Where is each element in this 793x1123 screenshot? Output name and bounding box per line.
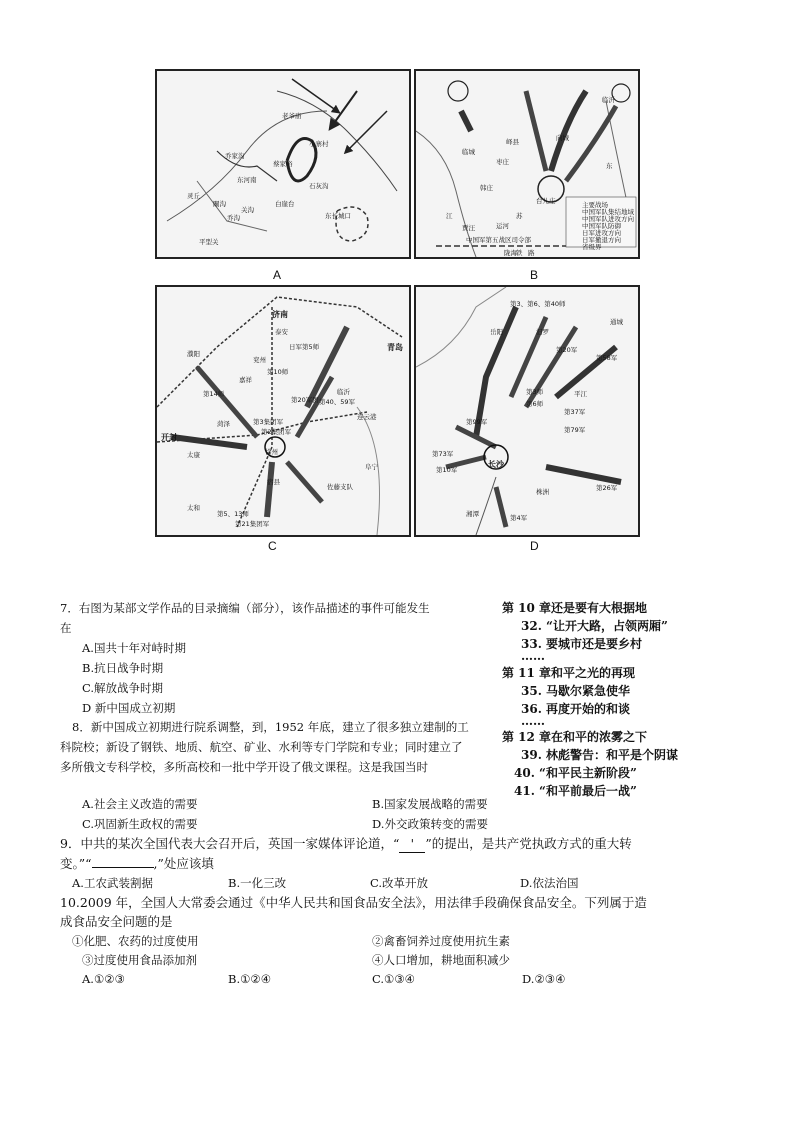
q8-stem-line2: 科院校；新设了钢铁、地质、航空、矿业、水利等专门学院和专业；同时建立了 xyxy=(60,740,463,754)
map-d-place: 第6师 xyxy=(526,400,544,408)
map-a-place: 乔家沟 xyxy=(225,152,245,160)
map-b-caption: B xyxy=(530,268,539,282)
map-d-place: 第10军 xyxy=(436,466,458,474)
map-c-place: 第5、13师 xyxy=(217,510,249,518)
map-b-place: 路 xyxy=(528,249,535,257)
map-c xyxy=(155,285,411,537)
map-c-place: 第2集团军 xyxy=(261,428,292,436)
map-a-place: 老爷庙 xyxy=(282,112,302,120)
map-c-place: 太和 xyxy=(187,504,200,512)
map-a-place: 关沟 xyxy=(241,206,254,214)
map-a-place: 石灰沟 xyxy=(309,182,329,190)
map-c-place: 第40、59军 xyxy=(319,398,356,406)
toc-chapter-10: 第 10 章还是要有大根据地 xyxy=(502,601,648,615)
q9-stem-line1 xyxy=(60,836,632,853)
map-b-legend-item: 中国军队防御 xyxy=(582,222,621,230)
map-a-place: 东长城口 xyxy=(325,212,351,220)
map-d-place: 第4军 xyxy=(510,514,528,522)
map-a-place: 小寨村 xyxy=(309,140,329,148)
map-c-place: 阜宁 xyxy=(365,463,378,471)
map-c-place: 宿县 xyxy=(267,478,280,486)
q8-option-b: B.国家发展战略的需要 xyxy=(372,797,488,811)
q7-option-a: A.国共十年对峙时期 xyxy=(82,641,186,655)
map-b-place: 临城 xyxy=(462,148,475,156)
map-d-place: 第26军 xyxy=(596,484,618,492)
q8-option-d: D.外交政策转变的需要 xyxy=(372,817,488,831)
q9-stem-line2a: 变。”“ xyxy=(60,856,92,871)
toc-chapter-11: 第 11 章和平之光的再现 xyxy=(502,666,636,680)
map-b-place: 临沂 xyxy=(602,96,615,104)
map-a xyxy=(155,69,411,259)
q9-option-a: A.工农武装割据 xyxy=(72,876,153,890)
map-b-place: 江 xyxy=(446,212,453,220)
map-c-place: 菏泽 xyxy=(217,420,230,428)
map-c-place: 泰安 xyxy=(275,328,288,336)
map-c-place: 第10师 xyxy=(267,368,289,376)
map-b-place: 陇海 xyxy=(504,249,517,257)
map-d-drawing xyxy=(416,287,638,535)
map-d-place: 第20军 xyxy=(556,346,578,354)
q7-option-c: C.解放战争时期 xyxy=(82,681,164,695)
map-d-place: 第58军 xyxy=(596,354,618,362)
toc-section-39: 39. 林彪警告：和平是个阴谋 xyxy=(521,748,679,762)
q8-option-a: A.社会主义改造的需要 xyxy=(82,797,198,811)
map-d-place: 通城 xyxy=(610,318,623,326)
map-b-place: 贾汪 xyxy=(462,224,475,232)
map-c-place: 佐藤支队 xyxy=(327,483,353,491)
map-d-place: 第79军 xyxy=(564,426,586,434)
map-d-place: 第73军 xyxy=(432,450,454,458)
map-a-caption: A xyxy=(273,268,282,282)
map-d-place: 第3师 xyxy=(526,388,544,396)
map-b-place: 东 xyxy=(606,162,613,170)
map-d-place: 汨罗 xyxy=(536,328,549,336)
map-d-caption: D xyxy=(530,539,539,553)
q9-stem-line2b: ,”处应该填 xyxy=(153,856,214,871)
map-c-place: 濮阳 xyxy=(187,350,200,358)
map-a-place: 灵丘 xyxy=(187,192,200,200)
map-c-caption: C xyxy=(268,539,277,553)
q10-option-a: A.①②③ xyxy=(82,972,125,986)
map-c-place: 第21集团军 xyxy=(235,520,270,528)
q9-stem-line2 xyxy=(60,856,214,872)
q9-blank-mark: ' xyxy=(399,836,425,853)
q9-option-c: C.改革开放 xyxy=(370,876,429,890)
map-b-legend-item: 中国军队进攻方向 xyxy=(582,215,634,223)
q7-option-b: B.抗日战争时期 xyxy=(82,661,164,675)
map-a-place: 白崖台 xyxy=(275,200,295,208)
map-b-legend-item: 日军撤退方向 xyxy=(582,236,621,244)
toc-section-41: 41. “和平前最后一战” xyxy=(514,784,637,798)
toc-section-32: 32. “让开大路，占领两厢” xyxy=(521,619,668,633)
map-b-place: 运河 xyxy=(496,222,509,230)
map-c-place: 青岛 xyxy=(387,343,403,352)
map-a-place: 關沟 xyxy=(213,200,226,208)
map-d xyxy=(414,285,640,537)
map-c-place: 连云港 xyxy=(357,413,377,421)
map-b-place: 峄县 xyxy=(506,138,519,146)
map-b xyxy=(414,69,640,259)
q7-stem-line1: 7．右图为某部文学作品的目录摘编（部分），该作品描述的事件可能发生 xyxy=(60,601,430,615)
q10-option-c: C.①③④ xyxy=(372,972,415,986)
map-b-place: 铁 xyxy=(516,249,523,257)
q10-option-b: B.①②④ xyxy=(228,972,272,986)
map-b-note: 中国军第五战区司令部 xyxy=(466,236,531,244)
q10-item-4: ④人口增加，耕地面积减少 xyxy=(372,953,510,967)
q10-item-1: ①化肥、农药的过度使用 xyxy=(72,934,199,948)
map-a-place: 蔡家峪 xyxy=(273,160,293,168)
map-c-place: 日军第5师 xyxy=(289,343,320,351)
q7-stem-line2: 在 xyxy=(60,621,72,635)
q9-stem-part2: ”的提出，是共产党执政方式的重大转 xyxy=(425,836,632,851)
map-d-place: 第3、第6、第40师 xyxy=(510,300,566,308)
q9-option-b: B.一化三改 xyxy=(228,876,287,890)
map-d-place: 岳阳 xyxy=(490,328,503,336)
map-c-place: 太康 xyxy=(187,451,200,459)
map-c-place: 临沂 xyxy=(337,388,350,396)
map-c-drawing xyxy=(157,287,409,535)
q7-option-d: D 新中国成立初期 xyxy=(82,701,176,715)
map-d-place: 长沙 xyxy=(488,460,504,469)
q9-blank xyxy=(92,867,154,868)
q9-option-d: D.依法治国 xyxy=(520,876,579,890)
toc-section-40: 40. “和平民主新阶段” xyxy=(514,766,637,780)
map-b-place: 苏 xyxy=(516,212,523,220)
map-d-place: 湘潭 xyxy=(466,510,479,518)
map-a-place: 平型关 xyxy=(199,238,219,246)
toc-section-33: 33. 要城市还是要乡村 xyxy=(521,637,643,651)
map-a-place: 乔沟 xyxy=(227,214,240,222)
toc-chapter-12: 第 12 章在和平的浓雾之下 xyxy=(502,730,648,744)
map-d-place: 株洲 xyxy=(536,488,549,496)
q9-stem-part1: 9．中共的某次全国代表大会召开后，英国一家媒体评论道，“ xyxy=(60,836,400,851)
map-c-place: 第3集团军 xyxy=(253,418,284,426)
toc-section-36: 36. 再度开始的和谈 xyxy=(521,702,631,716)
map-d-place: 第37军 xyxy=(564,408,586,416)
toc-section-35: 35. 马歇尔紧急使华 xyxy=(521,684,631,698)
map-c-place: 徐州 xyxy=(265,448,278,456)
map-c-place: 济南 xyxy=(272,310,288,319)
q8-option-c: C.巩固新生政权的需要 xyxy=(82,817,198,831)
q10-stem-line1: 10.2009 年，全国人大常委会通过《中华人民共和国食品安全法》，用法律手段确保食品安全。下列属于造 xyxy=(60,895,647,910)
map-b-place: 台儿庄 xyxy=(536,197,556,205)
q10-item-2: ②禽畜饲养过度使用抗生素 xyxy=(372,934,510,948)
toc-ellipsis-1: …… xyxy=(521,649,545,663)
map-b-legend-item: 中国军队集结地域 xyxy=(582,208,634,216)
map-a-place: 东河南 xyxy=(237,176,257,184)
map-c-place: 第20军团 xyxy=(291,396,319,404)
map-c-place: 嘉祥 xyxy=(239,376,252,384)
q10-stem-line2: 成食品安全问题的是 xyxy=(60,914,173,929)
map-c-place: 第14师 xyxy=(203,390,225,398)
q10-option-d: D.②③④ xyxy=(522,972,566,986)
toc-ellipsis-2: …… xyxy=(521,714,545,728)
map-d-place: 第99军 xyxy=(466,418,488,426)
map-c-place: 兖州 xyxy=(253,356,266,364)
q10-item-3: ③过度使用食品添加剂 xyxy=(82,953,197,967)
map-b-legend-item: 主要战场 xyxy=(582,201,608,209)
q8-stem-line1: 8．新中国成立初期进行院系调整，到，1952 年底，建立了很多独立建制的工 xyxy=(72,720,469,734)
map-b-legend-item: 省级界 xyxy=(582,243,602,251)
map-c-place: 开封 xyxy=(161,433,177,442)
q8-stem-line3: 多所俄文专科学校，多所高校和一批中学开设了俄文课程。这是我国当时 xyxy=(60,760,428,774)
map-b-place: 韩庄 xyxy=(480,184,493,192)
map-b-legend-item: 日军进攻方向 xyxy=(582,229,621,237)
map-d-place: 平江 xyxy=(574,390,587,398)
map-b-place: 枣庄 xyxy=(496,158,509,166)
map-b-place: 向城 xyxy=(556,134,569,142)
